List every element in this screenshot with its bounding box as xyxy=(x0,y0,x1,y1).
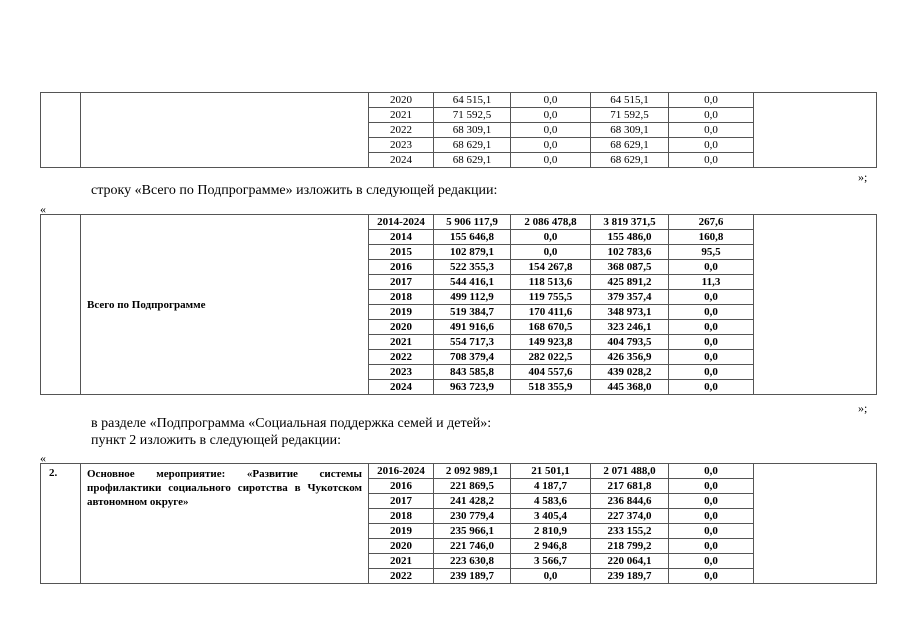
cell-year: 2016 xyxy=(369,479,434,494)
cell-c2: 426 356,9 xyxy=(591,350,669,365)
cell-c3: 0,0 xyxy=(669,554,754,569)
table-row xyxy=(41,464,877,479)
cell-total: 68 629,1 xyxy=(434,153,511,168)
cell-c2: 425 891,2 xyxy=(591,275,669,290)
cell-c1: 3 405,4 xyxy=(511,509,591,524)
cell-total: 544 416,1 xyxy=(434,275,511,290)
cell-c2: 233 155,2 xyxy=(591,524,669,539)
notes-cell xyxy=(754,464,877,584)
instruction-text: пункт 2 изложить в следующей редакции: xyxy=(91,433,341,448)
cell-year: 2021 xyxy=(369,554,434,569)
cell-c1: 282 022,5 xyxy=(511,350,591,365)
cell-c2: 68 629,1 xyxy=(591,138,669,153)
cell-c2: 236 844,6 xyxy=(591,494,669,509)
cell-c2: 445 368,0 xyxy=(591,380,669,395)
cell-total: 843 585,8 xyxy=(434,365,511,380)
cell-total: 491 916,6 xyxy=(434,320,511,335)
cell-c2: 239 189,7 xyxy=(591,569,669,584)
cell-year: 2022 xyxy=(369,569,434,584)
cell-c2: 102 783,6 xyxy=(591,245,669,260)
cell-total: 68 629,1 xyxy=(434,138,511,153)
cell-year: 2023 xyxy=(369,138,434,153)
cell-year: 2022 xyxy=(369,350,434,365)
cell-c1: 0,0 xyxy=(511,138,591,153)
cell-c2: 71 592,5 xyxy=(591,108,669,123)
cell-c1: 21 501,1 xyxy=(511,464,591,479)
cell-total: 239 189,7 xyxy=(434,569,511,584)
cell-year: 2014 xyxy=(369,230,434,245)
cell-c1: 0,0 xyxy=(511,245,591,260)
cell-year: 2017 xyxy=(369,494,434,509)
closing-quote: »; xyxy=(858,170,868,184)
activity-name-cell: Основное мероприятие: «Развитие системы профилактики социального сиротства в Чукотском автономном округе» xyxy=(81,464,369,584)
cell-year: 2018 xyxy=(369,509,434,524)
instruction-text: в разделе «Подпрограмма «Социальная поддержка семей и детей»: xyxy=(91,416,492,431)
closing-quote: »; xyxy=(858,401,868,415)
cell-c1: 168 670,5 xyxy=(511,320,591,335)
cell-year: 2020 xyxy=(369,320,434,335)
budget-table-continuation xyxy=(40,92,877,168)
cell-year: 2017 xyxy=(369,275,434,290)
cell-c3: 0,0 xyxy=(669,123,754,138)
cell-year: 2021 xyxy=(369,335,434,350)
cell-c3: 95,5 xyxy=(669,245,754,260)
cell-year: 2019 xyxy=(369,524,434,539)
cell-year: 2015 xyxy=(369,245,434,260)
cell-c3: 0,0 xyxy=(669,320,754,335)
activity-name-cell xyxy=(81,93,369,168)
cell-year: 2020 xyxy=(369,93,434,108)
cell-total: 223 630,8 xyxy=(434,554,511,569)
cell-year: 2019 xyxy=(369,305,434,320)
cell-c3: 0,0 xyxy=(669,108,754,123)
cell-c2: 218 799,2 xyxy=(591,539,669,554)
cell-c1: 149 923,8 xyxy=(511,335,591,350)
cell-c2: 68 629,1 xyxy=(591,153,669,168)
row-number-cell xyxy=(41,215,81,395)
cell-total: 963 723,9 xyxy=(434,380,511,395)
cell-total: 522 355,3 xyxy=(434,260,511,275)
cell-total: 708 379,4 xyxy=(434,350,511,365)
cell-c2: 2 071 488,0 xyxy=(591,464,669,479)
cell-c1: 2 810,9 xyxy=(511,524,591,539)
cell-c1: 154 267,8 xyxy=(511,260,591,275)
cell-c2: 220 064,1 xyxy=(591,554,669,569)
cell-c2: 323 246,1 xyxy=(591,320,669,335)
cell-c1: 170 411,6 xyxy=(511,305,591,320)
cell-total: 71 592,5 xyxy=(434,108,511,123)
cell-total: 554 717,3 xyxy=(434,335,511,350)
cell-c1: 118 513,6 xyxy=(511,275,591,290)
cell-total: 2 092 989,1 xyxy=(434,464,511,479)
cell-c3: 0,0 xyxy=(669,93,754,108)
cell-c3: 0,0 xyxy=(669,569,754,584)
cell-c1: 4 187,7 xyxy=(511,479,591,494)
cell-total: 230 779,4 xyxy=(434,509,511,524)
cell-year: 2022 xyxy=(369,123,434,138)
cell-c1: 2 946,8 xyxy=(511,539,591,554)
cell-total: 5 906 117,9 xyxy=(434,215,511,230)
instruction-text: строку «Всего по Подпрограмме» изложить в следующей редакции: xyxy=(91,183,498,198)
cell-total: 221 869,5 xyxy=(434,479,511,494)
cell-c1: 119 755,5 xyxy=(511,290,591,305)
cell-c1: 0,0 xyxy=(511,153,591,168)
cell-c1: 2 086 478,8 xyxy=(511,215,591,230)
cell-total: 64 515,1 xyxy=(434,93,511,108)
cell-c3: 11,3 xyxy=(669,275,754,290)
cell-c2: 155 486,0 xyxy=(591,230,669,245)
cell-year: 2024 xyxy=(369,380,434,395)
cell-c3: 0,0 xyxy=(669,494,754,509)
cell-c3: 0,0 xyxy=(669,365,754,380)
cell-c1: 0,0 xyxy=(511,230,591,245)
notes-cell xyxy=(754,215,877,395)
cell-total: 235 966,1 xyxy=(434,524,511,539)
cell-c3: 0,0 xyxy=(669,380,754,395)
cell-c1: 518 355,9 xyxy=(511,380,591,395)
cell-c2: 3 819 371,5 xyxy=(591,215,669,230)
cell-year: 2016 xyxy=(369,260,434,275)
cell-total: 519 384,7 xyxy=(434,305,511,320)
activity-name-cell: Всего по Подпрограмме xyxy=(81,215,369,395)
cell-c3: 0,0 xyxy=(669,153,754,168)
cell-c2: 64 515,1 xyxy=(591,93,669,108)
cell-c2: 404 793,5 xyxy=(591,335,669,350)
cell-c1: 4 583,6 xyxy=(511,494,591,509)
row-number-cell: 2. xyxy=(41,464,81,584)
cell-year: 2023 xyxy=(369,365,434,380)
cell-total: 499 112,9 xyxy=(434,290,511,305)
cell-year: 2021 xyxy=(369,108,434,123)
opening-quote: « xyxy=(40,202,46,216)
cell-year: 2024 xyxy=(369,153,434,168)
cell-c1: 0,0 xyxy=(511,569,591,584)
cell-c2: 439 028,2 xyxy=(591,365,669,380)
cell-c2: 348 973,1 xyxy=(591,305,669,320)
notes-cell xyxy=(754,93,877,168)
cell-total: 241 428,2 xyxy=(434,494,511,509)
cell-year: 2018 xyxy=(369,290,434,305)
cell-c3: 0,0 xyxy=(669,138,754,153)
cell-c2: 368 087,5 xyxy=(591,260,669,275)
cell-c3: 0,0 xyxy=(669,350,754,365)
table-row xyxy=(41,93,877,108)
main-activity-table xyxy=(40,463,877,584)
cell-c1: 404 557,6 xyxy=(511,365,591,380)
cell-c3: 0,0 xyxy=(669,290,754,305)
cell-total: 68 309,1 xyxy=(434,123,511,138)
subprogram-total-table xyxy=(40,214,877,395)
cell-c2: 217 681,8 xyxy=(591,479,669,494)
cell-total: 102 879,1 xyxy=(434,245,511,260)
row-number-cell xyxy=(41,93,81,168)
cell-c3: 160,8 xyxy=(669,230,754,245)
cell-c3: 0,0 xyxy=(669,305,754,320)
cell-c1: 3 566,7 xyxy=(511,554,591,569)
cell-c3: 267,6 xyxy=(669,215,754,230)
cell-c3: 0,0 xyxy=(669,479,754,494)
cell-c2: 227 374,0 xyxy=(591,509,669,524)
cell-c1: 0,0 xyxy=(511,93,591,108)
opening-quote: « xyxy=(40,451,46,465)
cell-c3: 0,0 xyxy=(669,539,754,554)
cell-total: 155 646,8 xyxy=(434,230,511,245)
cell-c3: 0,0 xyxy=(669,335,754,350)
cell-c3: 0,0 xyxy=(669,464,754,479)
cell-c3: 0,0 xyxy=(669,509,754,524)
table-row xyxy=(41,215,877,230)
cell-c3: 0,0 xyxy=(669,260,754,275)
cell-year: 2016-2024 xyxy=(369,464,434,479)
cell-c2: 379 357,4 xyxy=(591,290,669,305)
cell-c3: 0,0 xyxy=(669,524,754,539)
cell-c1: 0,0 xyxy=(511,108,591,123)
cell-year: 2020 xyxy=(369,539,434,554)
cell-year: 2014-2024 xyxy=(369,215,434,230)
cell-total: 221 746,0 xyxy=(434,539,511,554)
cell-c1: 0,0 xyxy=(511,123,591,138)
cell-c2: 68 309,1 xyxy=(591,123,669,138)
